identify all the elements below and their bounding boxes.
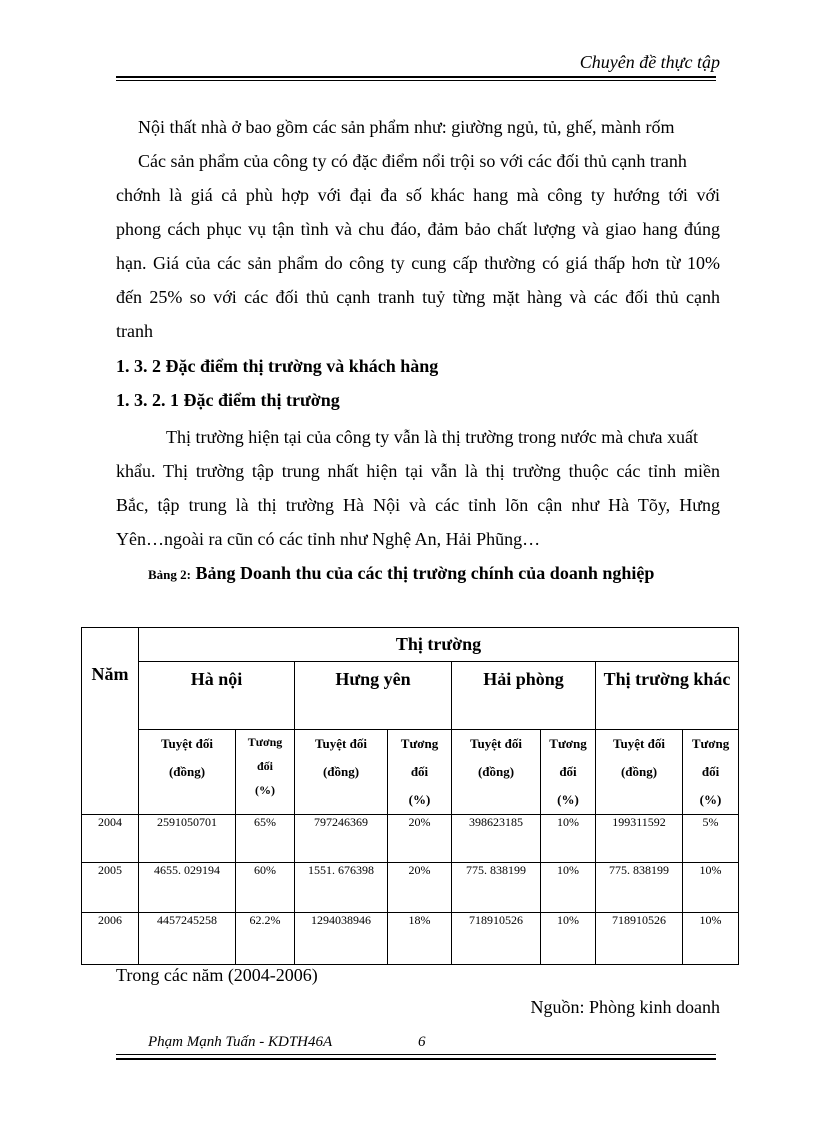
sub-rel-label: Tương [549,736,587,751]
sub-rel-label2: đối [410,764,429,779]
value-cell: 4655. 029194 [139,863,236,913]
subsection-heading: 1. 3. 2. 1 Đặc điểm thị trường [116,390,340,410]
sub-abs-label: Tuyệt đối [161,736,213,751]
sub-rel-unit: (%) [408,792,431,807]
value-cell: 718910526 [596,913,683,965]
value-cell: 199311592 [596,815,683,863]
subheader-absolute [295,730,388,815]
value-cell: 775. 838199 [452,863,541,913]
caption-prefix: Bảng 2: [148,567,191,582]
percent-cell: 10% [683,863,739,913]
sub-rel-unit: (%) [255,783,275,797]
percent-cell: 62.2% [236,913,295,965]
para1-line: đến 25% so với các đối thủ cạnh tranh tuỷ từng mặt hàng và các đối thủ cạnh [116,287,720,307]
intro-line: Nội thất nhà ở bao gồm các sản phẩm như: giường ngủ, tủ, ghế, mành rốm [138,117,675,137]
subheader-relative [683,730,739,815]
year-cell: 2005 [82,863,139,913]
footer-rule-thin [116,1054,716,1055]
paragraph-market [116,420,720,556]
table-note: Trong các năm (2004-2006) [116,965,318,985]
header-rule [116,76,716,78]
value-cell: 4457245258 [139,913,236,965]
table-caption [148,563,654,584]
sub-rel-unit: (%) [699,792,722,807]
page-number: 6 [418,1034,426,1050]
value-cell: 398623185 [452,815,541,863]
subheader-relative [541,730,596,815]
sub-rel-label2: đối [701,764,720,779]
table-row [82,863,739,913]
para1-line: hạn. Giá của các sản phẩm do công ty cung cấp thường có giá thấp hơn từ 10% [116,253,720,273]
percent-cell: 10% [541,913,596,965]
subheader-absolute [596,730,683,815]
subheader-absolute [139,730,236,815]
sub-abs-label: Tuyệt đối [315,736,367,751]
percent-cell: 10% [683,913,739,965]
value-cell: 718910526 [452,913,541,965]
sub-abs-label: Tuyệt đối [613,736,665,751]
para1-line: Các sản phẩm của công ty có đặc điểm nổi trội so với các đối thủ cạnh tranh [138,151,687,171]
sub-rel-label2: đối [256,759,273,773]
subheader-relative [236,730,295,815]
sub-rel-unit: (%) [557,792,579,807]
subheader-absolute [452,730,541,815]
value-cell: 1551. 676398 [295,863,388,913]
value-cell: 1294038946 [295,913,388,965]
percent-cell: 18% [388,913,452,965]
table-row [82,815,739,863]
percent-cell: 10% [541,863,596,913]
market-group-header: Thị trường [139,628,739,662]
para2-line: Bắc, tập trung là thị trường Hà Nội và các tỉnh lõn cận như Hà Tõy, Hưng [116,495,720,515]
value-cell: 775. 838199 [596,863,683,913]
sub-rel-label: Tương [400,736,439,751]
table-row [82,913,739,965]
subheader-relative [388,730,452,815]
running-header: Chuyên đề thực tập [579,52,720,72]
sub-abs-label: Tuyệt đối [470,736,522,751]
revenue-table [81,627,739,965]
table-source: Nguồn: Phòng kinh doanh [530,997,720,1017]
sub-rel-label: Tương [247,735,283,749]
percent-cell: 60% [236,863,295,913]
header-rule-thin [116,80,716,81]
year-cell: 2004 [82,815,139,863]
footer-author: Phạm Mạnh Tuấn - KDTH46A [148,1034,333,1050]
market-header: Hưng yên [295,662,452,730]
year-header: Năm [82,628,139,815]
para1-line: phong cách phục vụ tận tình và chu đáo, đảm bảo chất lượng và giao hang đúng [116,219,720,239]
section-heading: 1. 3. 2 Đặc điểm thị trường và khách hàng [116,356,439,376]
market-header: Thị trường khác [596,662,739,730]
value-cell: 797246369 [295,815,388,863]
para2-line: khẩu. Thị trường tập trung nhất hiện tại vẫn là thị trường thuộc các tỉnh miền [116,461,720,481]
percent-cell: 20% [388,863,452,913]
sub-abs-unit: (đồng) [477,764,515,779]
market-header: Hà nội [139,662,295,730]
year-cell: 2006 [82,913,139,965]
para2-line: Thị trường hiện tại của công ty vẫn là thị trường trong nước mà chưa xuất [166,427,698,447]
sub-abs-unit: (đồng) [620,764,658,779]
sub-abs-unit: (đồng) [168,764,206,779]
percent-cell: 10% [541,815,596,863]
percent-cell: 20% [388,815,452,863]
market-header: Hải phòng [452,662,596,730]
caption-title: Bảng Doanh thu của các thị trường chính của doanh nghiệp [195,563,655,583]
para1-line: tranh [116,321,153,341]
paragraph-products [116,144,720,348]
value-cell: 2591050701 [139,815,236,863]
percent-cell: 65% [236,815,295,863]
para2-line: Yên…ngoài ra cũn có các tỉnh như Nghệ An, Hải Phũng… [116,529,541,549]
sub-abs-unit: (đồng) [322,764,360,779]
footer-rule [116,1058,716,1060]
percent-cell: 5% [683,815,739,863]
para1-line: chớnh là giá cả phù hợp với đại đa số khác hang mà công ty hướng tới với [116,185,720,205]
sub-rel-label: Tương [691,736,730,751]
sub-rel-label2: đối [559,764,577,779]
